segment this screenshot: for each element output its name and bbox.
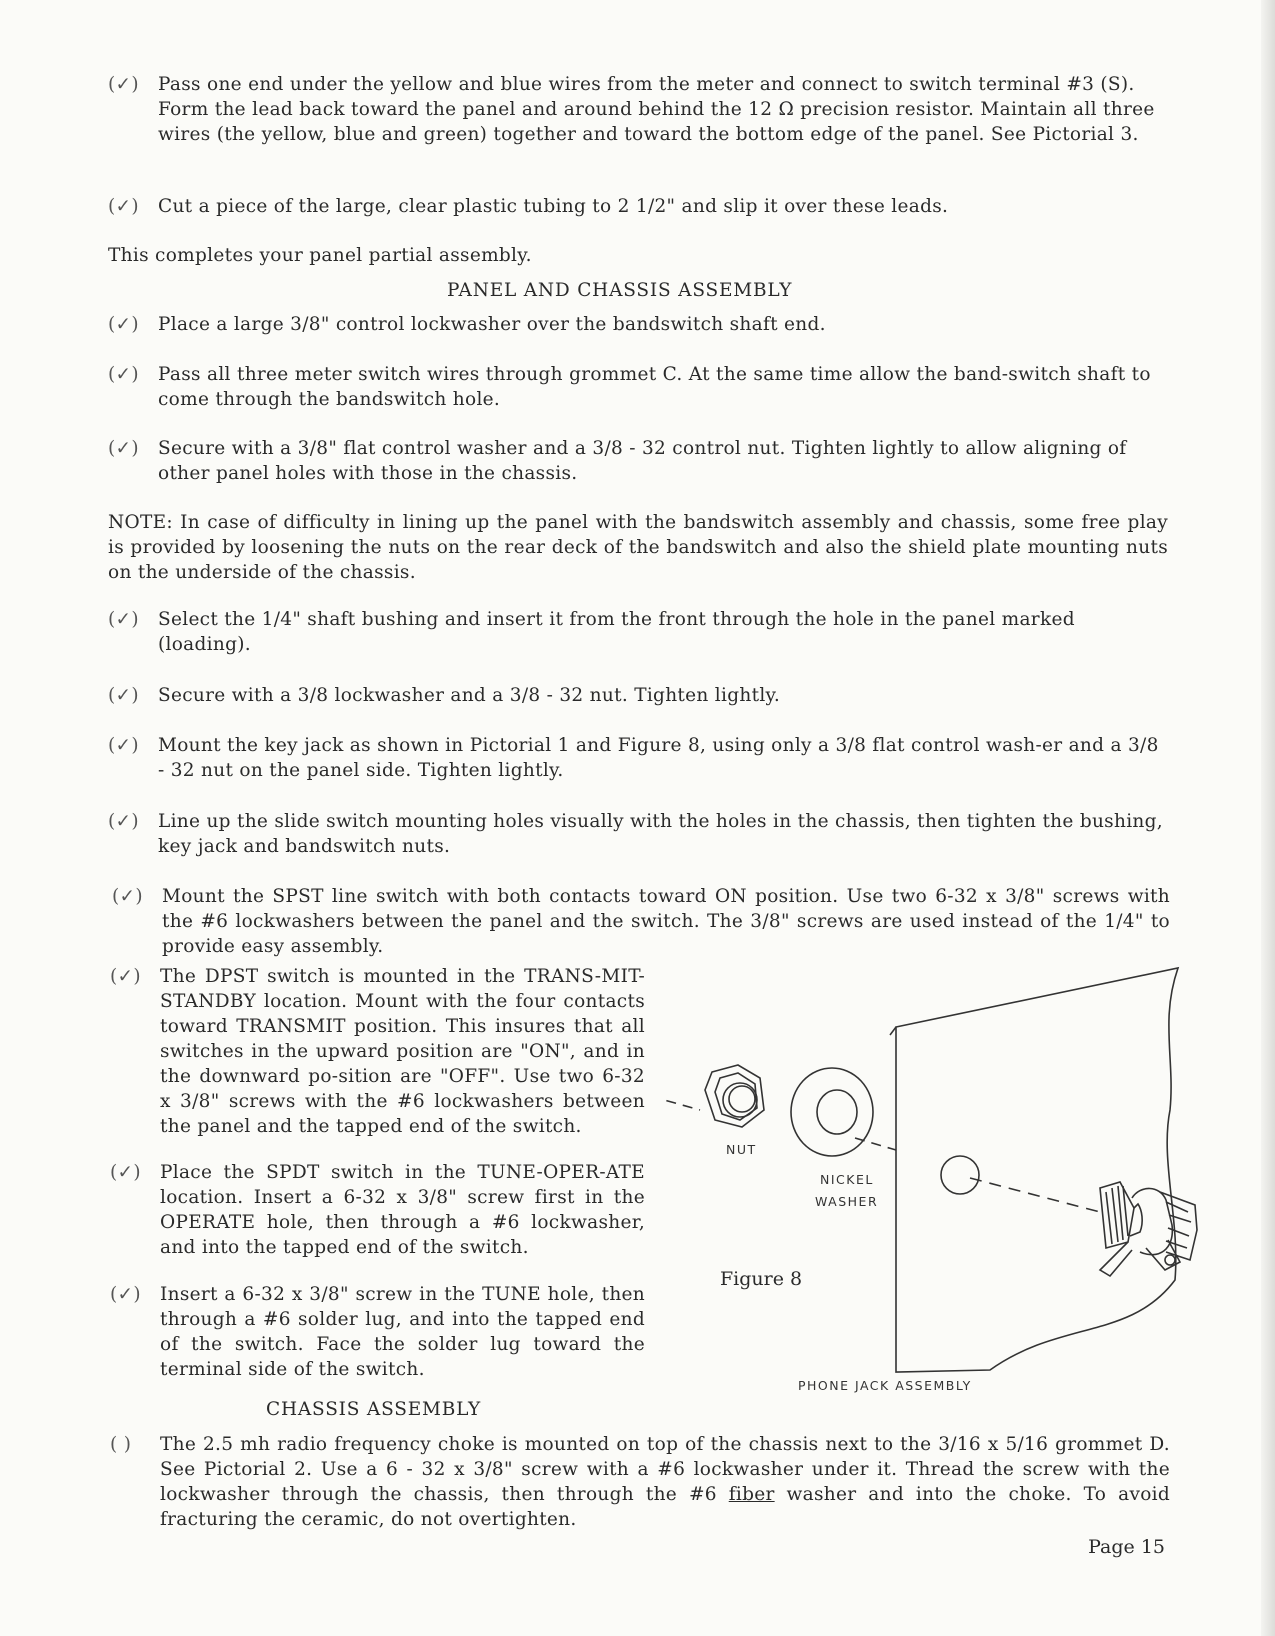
washer-label: NICKEL (820, 1172, 874, 1187)
instruction-step (110, 1432, 1170, 1532)
instruction-step (110, 964, 645, 1139)
instruction-step (108, 607, 1168, 657)
checkbox-mark[interactable]: (✓) (108, 74, 139, 95)
step-text: Place a large 3/8" control lockwasher over the bandswitch shaft end. (158, 314, 826, 335)
step-text: Secure with a 3/8 lockwasher and a 3/8 - 32 nut. Tighten lightly. (158, 685, 781, 706)
assembly-label: PHONE JACK ASSEMBLY (798, 1378, 972, 1393)
step-text: Pass one end under the yellow and blue wires from the meter and connect to switch terminal #3 (S). Form the lead back toward the panel and around behind the 12 Ω precision resistor. Maintain all three wires (the yellow, blue and green) together and toward the bottom edge of the panel. See Pictorial 3. (158, 74, 1155, 145)
step-text: Select the 1/4" shaft bushing and insert it from the front through the hole in the panel marked (loading). (158, 609, 1075, 655)
instruction-step (108, 436, 1168, 486)
instruction-step (108, 809, 1168, 859)
checkbox-mark[interactable]: (✓) (108, 364, 139, 385)
step-text: Secure with a 3/8" flat control washer and a 3/8 - 32 control nut. Tighten lightly to allow aligning of other panel holes with those in the chassis. (158, 438, 1127, 484)
instruction-step (112, 884, 1170, 959)
nut-icon (705, 1065, 764, 1127)
panel-plate (896, 968, 1178, 1372)
checkbox-mark[interactable]: (✓) (110, 1284, 141, 1305)
completion-text: This completes your panel partial assembly. (108, 245, 532, 266)
instruction-step (110, 1282, 645, 1382)
step-text: Line up the slide switch mounting holes visually with the holes in the chassis, then tighten the bushing, key jack and bandswitch nuts. (158, 811, 1163, 857)
phone-jack-figure (660, 960, 1230, 1400)
checkbox-mark[interactable]: (✓) (108, 438, 139, 459)
instruction-step (108, 72, 1168, 147)
note-text: NOTE: In case of difficulty in lining up the panel with the bandswitch assembly and chassis, some free play is provided by loosening the nuts on the rear deck of the bandswitch and also the shield plate mounting nuts on the underside of the chassis. (108, 512, 1168, 583)
step-text: Insert a 6-32 x 3/8" screw in the TUNE hole, then through a #6 solder lug, and into the tapped end of the switch. Face the solder lug toward the terminal side of the switch. (160, 1284, 645, 1380)
step-text: Mount the key jack as shown in Pictorial 1 and Figure 8, using only a 3/8 flat control wash-er and a 3/8 - 32 nut on the panel side. Tighten lightly. (158, 735, 1159, 781)
checkbox-mark[interactable]: (✓) (112, 886, 143, 907)
step-text: The 2.5 mh radio frequency choke is mounted on top of the chassis next to the 3/16 x 5/16 grommet D. See Pictorial 2. Use a 6 - 32 x 3/8" screw with a #6 lockwasher under it. Thread the screw with the lockwasher through the chassis, then through the #6 fiber washer and into the choke. To avoid fracturing the ceramic, do not overtighten. (160, 1434, 1171, 1530)
checkbox-mark[interactable]: (✓) (110, 1162, 141, 1183)
step-text: Mount the SPST line switch with both contacts toward ON position. Use two 6-32 x 3/8" screws with the #6 lockwashers between the panel and the switch. The 3/8" screws are used instead of the 1/4" to provide easy assembly. (162, 886, 1170, 957)
checkbox-mark[interactable]: (✓) (108, 735, 139, 756)
checkbox-mark[interactable]: (✓) (108, 609, 139, 630)
instruction-step (110, 1160, 645, 1260)
checkbox-mark[interactable]: (✓) (108, 685, 139, 706)
instruction-step (108, 733, 1168, 783)
panel-hole (941, 1156, 979, 1194)
washer-label: WASHER (815, 1194, 879, 1209)
checkbox-mark[interactable]: (✓) (108, 811, 139, 832)
instruction-step (108, 362, 1168, 412)
page-number: Page 15 (1088, 1536, 1165, 1558)
page-edge (1261, 0, 1275, 1636)
instruction-step (108, 683, 1168, 708)
phone-jack-icon (1100, 1182, 1197, 1276)
instruction-step (108, 312, 1168, 337)
checkbox-mark[interactable]: (✓) (108, 196, 139, 217)
section-heading: PANEL AND CHASSIS ASSEMBLY (447, 280, 793, 301)
checkbox-mark[interactable]: (✓) (110, 966, 141, 987)
checkbox-mark[interactable]: (✓) (108, 314, 139, 335)
checkbox-mark[interactable]: ( ) (110, 1434, 132, 1455)
underlined-word: fiber (728, 1484, 775, 1505)
step-text: The DPST switch is mounted in the TRANS-MIT-STANDBY location. Mount with the four contacts toward TRANSMIT position. This insures that all switches in the upward position are "ON", and in the downward po-sition are "OFF". Use two 6-32 x 3/8" screws with the #6 lockwashers between the panel and the tapped end of the switch. (160, 966, 645, 1137)
instruction-step (108, 194, 1168, 219)
washer-icon (791, 1068, 873, 1156)
figure-caption: Figure 8 (720, 1268, 803, 1290)
nut-label: NUT (726, 1142, 757, 1157)
step-text: Pass all three meter switch wires through grommet C. At the same time allow the band-switch shaft to come through the bandswitch hole. (158, 364, 1151, 410)
section-heading: CHASSIS ASSEMBLY (266, 1399, 482, 1420)
step-text: Cut a piece of the large, clear plastic tubing to 2 1/2" and slip it over these leads. (158, 196, 949, 217)
step-text: Place the SPDT switch in the TUNE-OPER-ATE location. Insert a 6-32 x 3/8" screw first in the OPERATE hole, then through a #6 lockwasher, and into the tapped end of the switch. (160, 1162, 645, 1258)
